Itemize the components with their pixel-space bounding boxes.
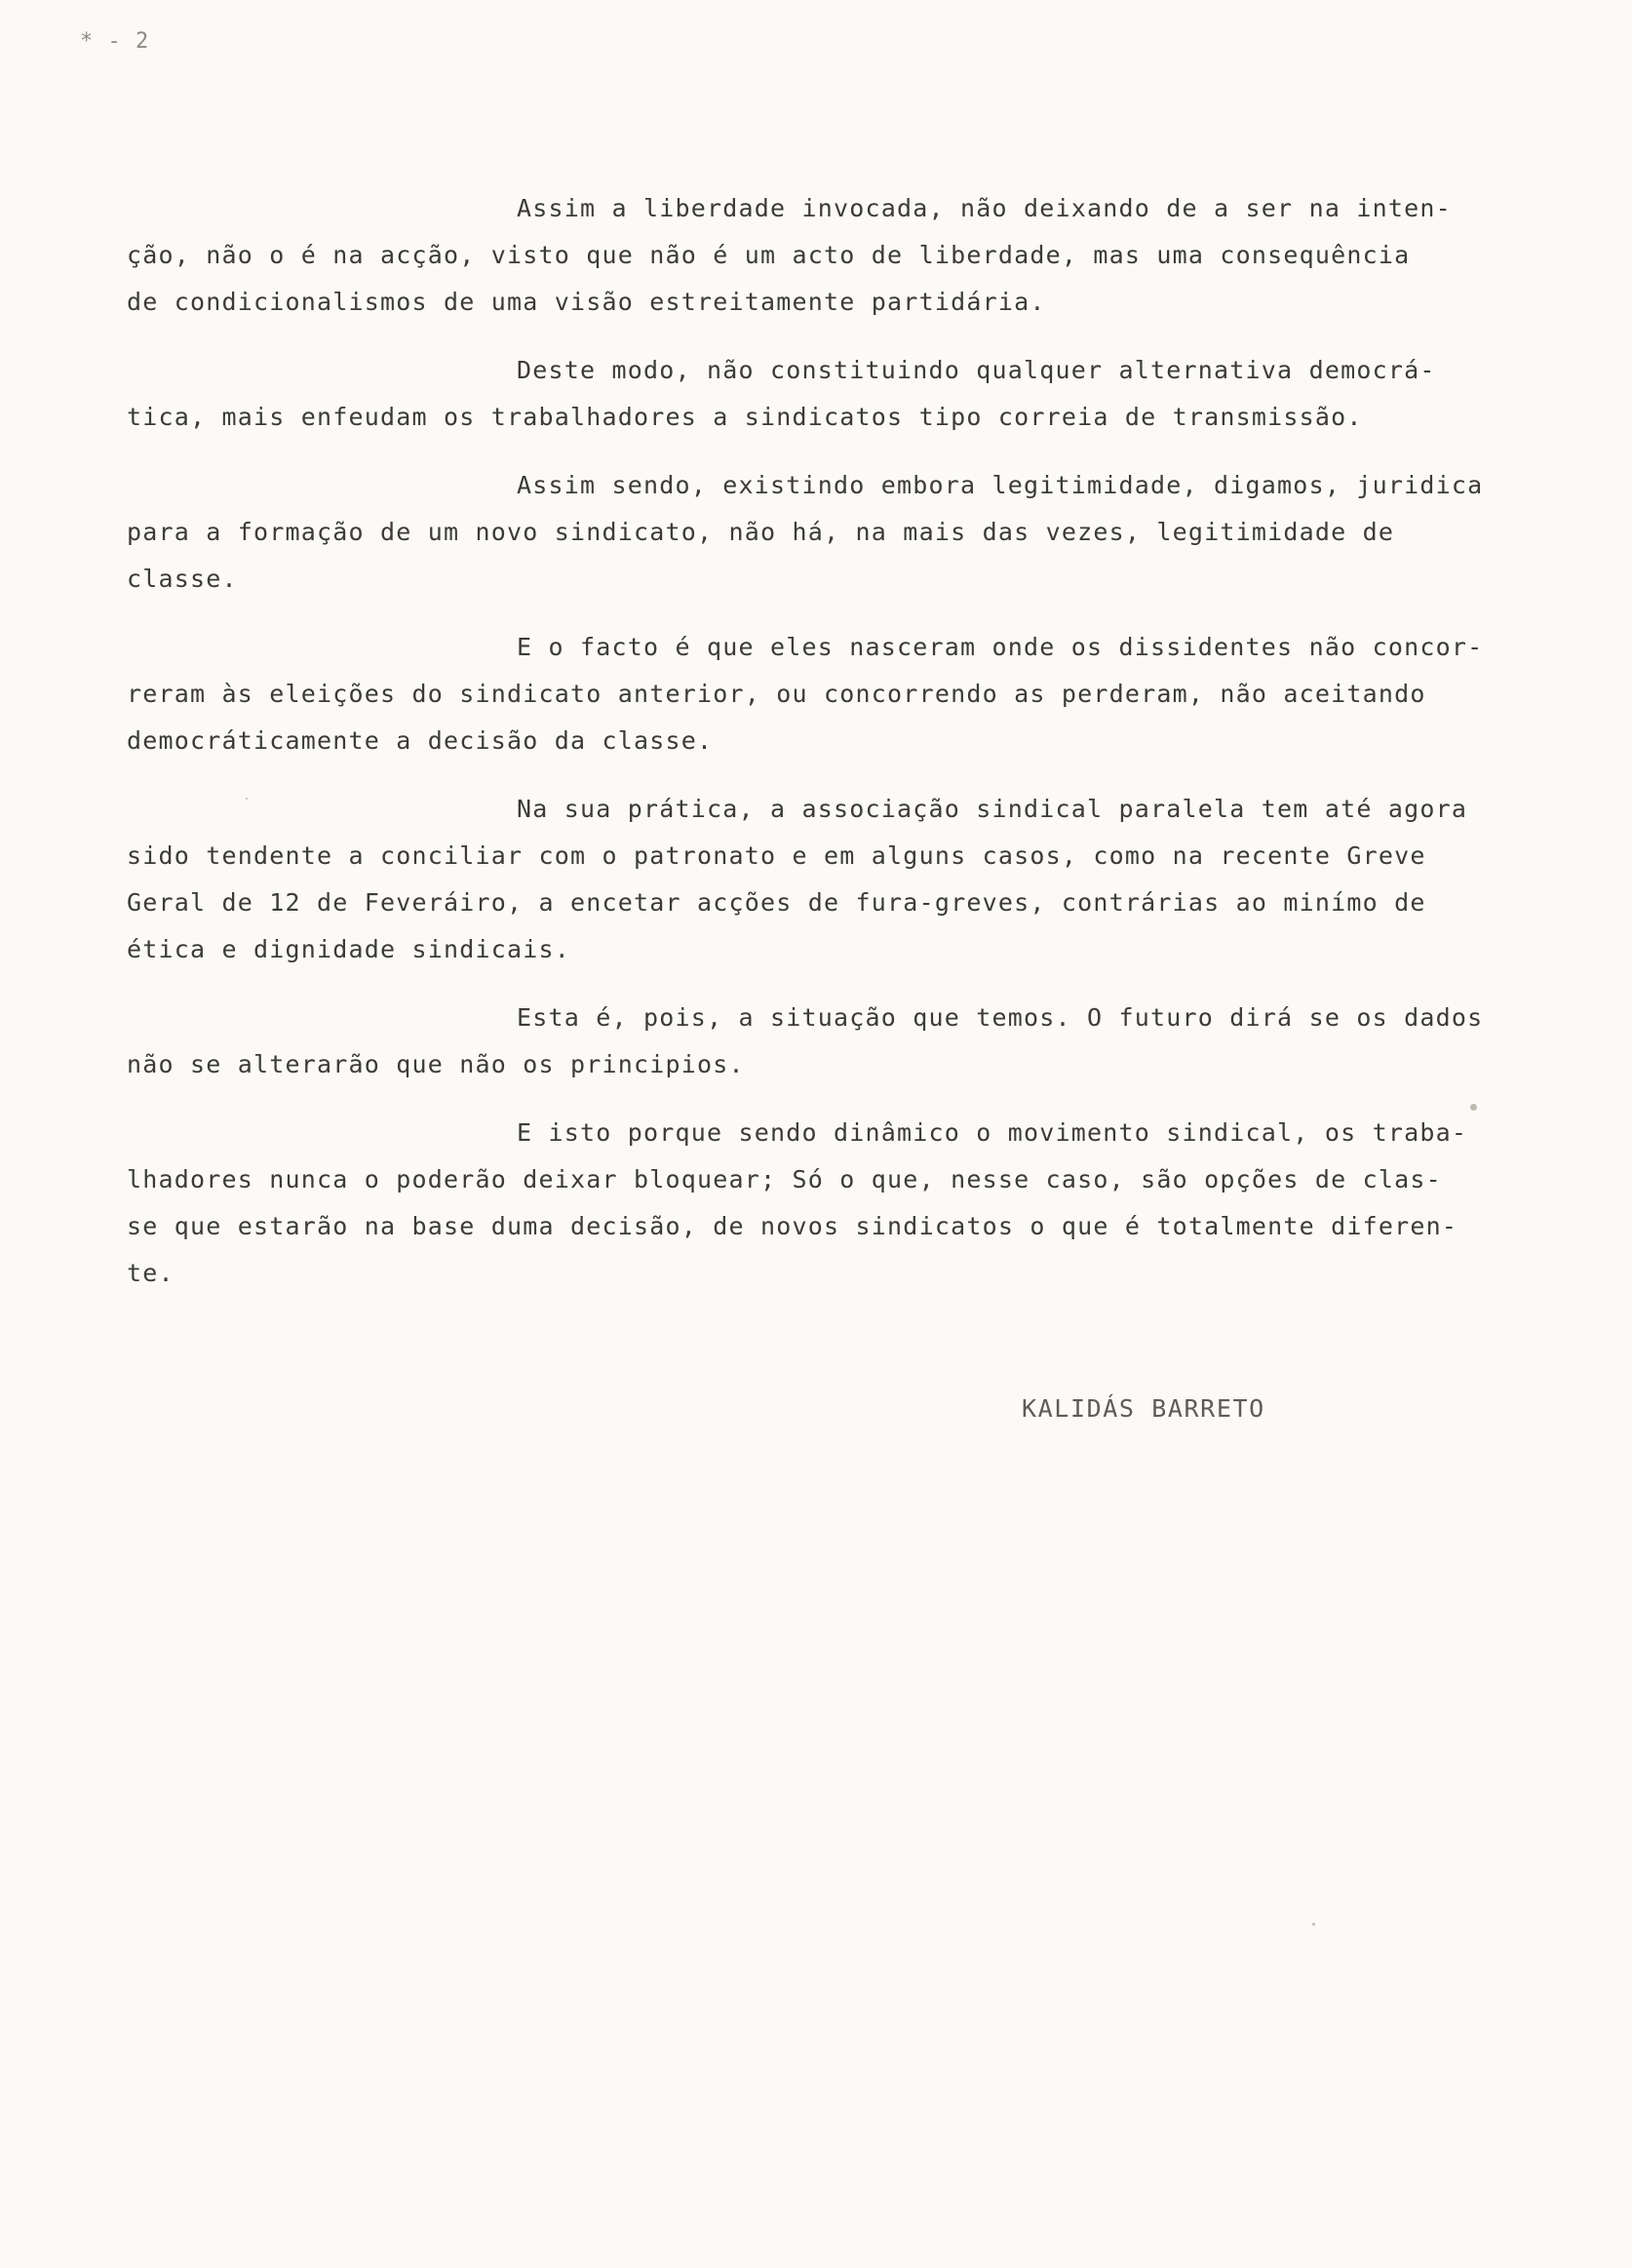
text-line: para a formação de um novo sindicato, não há, na mais das vezes, legitimidade de [127, 518, 1395, 546]
paragraph-6 [127, 995, 1589, 1088]
text-line: ção, não o é na acção, visto que não é um acto de liberdade, mas uma consequência [127, 241, 1411, 269]
text-line: sido tendente a conciliar com o patronato e em alguns casos, como na recente Greve [127, 841, 1426, 870]
text-line: E isto porque sendo dinâmico o movimento sindical, os traba- [517, 1118, 1468, 1147]
text-line: Assim sendo, existindo embora legitimidade, digamos, juridica [517, 471, 1484, 499]
text-line: Geral de 12 de Feveráiro, a encetar acções de fura-greves, contrárias ao minímo de [127, 888, 1426, 917]
document-body [127, 185, 1589, 1318]
paragraph-2 [127, 347, 1589, 441]
text-line: Assim a liberdade invocada, não deixando de a ser na inten- [517, 194, 1452, 222]
text-line: lhadores nunca o poderão deixar bloquear; Só o que, nesse caso, são opções de clas- [127, 1165, 1442, 1193]
text-line: se que estarão na base duma decisão, de novos sindicatos o que é totalmente diferen- [127, 1212, 1458, 1240]
text-line: de condicionalismos de uma visão estreitamente partidária. [127, 288, 1046, 316]
text-line: E o facto é que eles nasceram onde os dissidentes não concor- [517, 633, 1484, 661]
text-line: Na sua prática, a associação sindical paralela tem até agora [517, 795, 1468, 823]
paragraph-1 [127, 185, 1589, 326]
signature: KALIDÁS BARRETO [1022, 1394, 1265, 1423]
text-line: não se alterarão que não os principios. [127, 1050, 745, 1078]
text-line: Esta é, pois, a situação que temos. O futuro dirá se os dados [517, 1003, 1484, 1032]
text-line: tica, mais enfeudam os trabalhadores a sindicatos tipo correia de transmissão. [127, 403, 1363, 431]
text-line: classe. [127, 565, 238, 593]
ink-speck [1470, 1104, 1477, 1111]
paragraph-3 [127, 462, 1589, 603]
text-line: te. [127, 1259, 175, 1287]
ink-speck [1312, 1923, 1315, 1926]
paragraph-5 [127, 786, 1589, 973]
page-mark: * - 2 [80, 29, 150, 54]
text-line: reram às eleições do sindicato anterior, ou concorrendo as perderam, não aceitando [127, 680, 1426, 708]
text-line: democráticamente a decisão da classe. [127, 726, 714, 755]
text-line: ética e dignidade sindicais. [127, 935, 571, 963]
paragraph-7 [127, 1110, 1589, 1297]
text-line: Deste modo, não constituindo qualquer alternativa democrá- [517, 356, 1436, 384]
ink-speck [246, 798, 248, 800]
paragraph-4 [127, 624, 1589, 764]
